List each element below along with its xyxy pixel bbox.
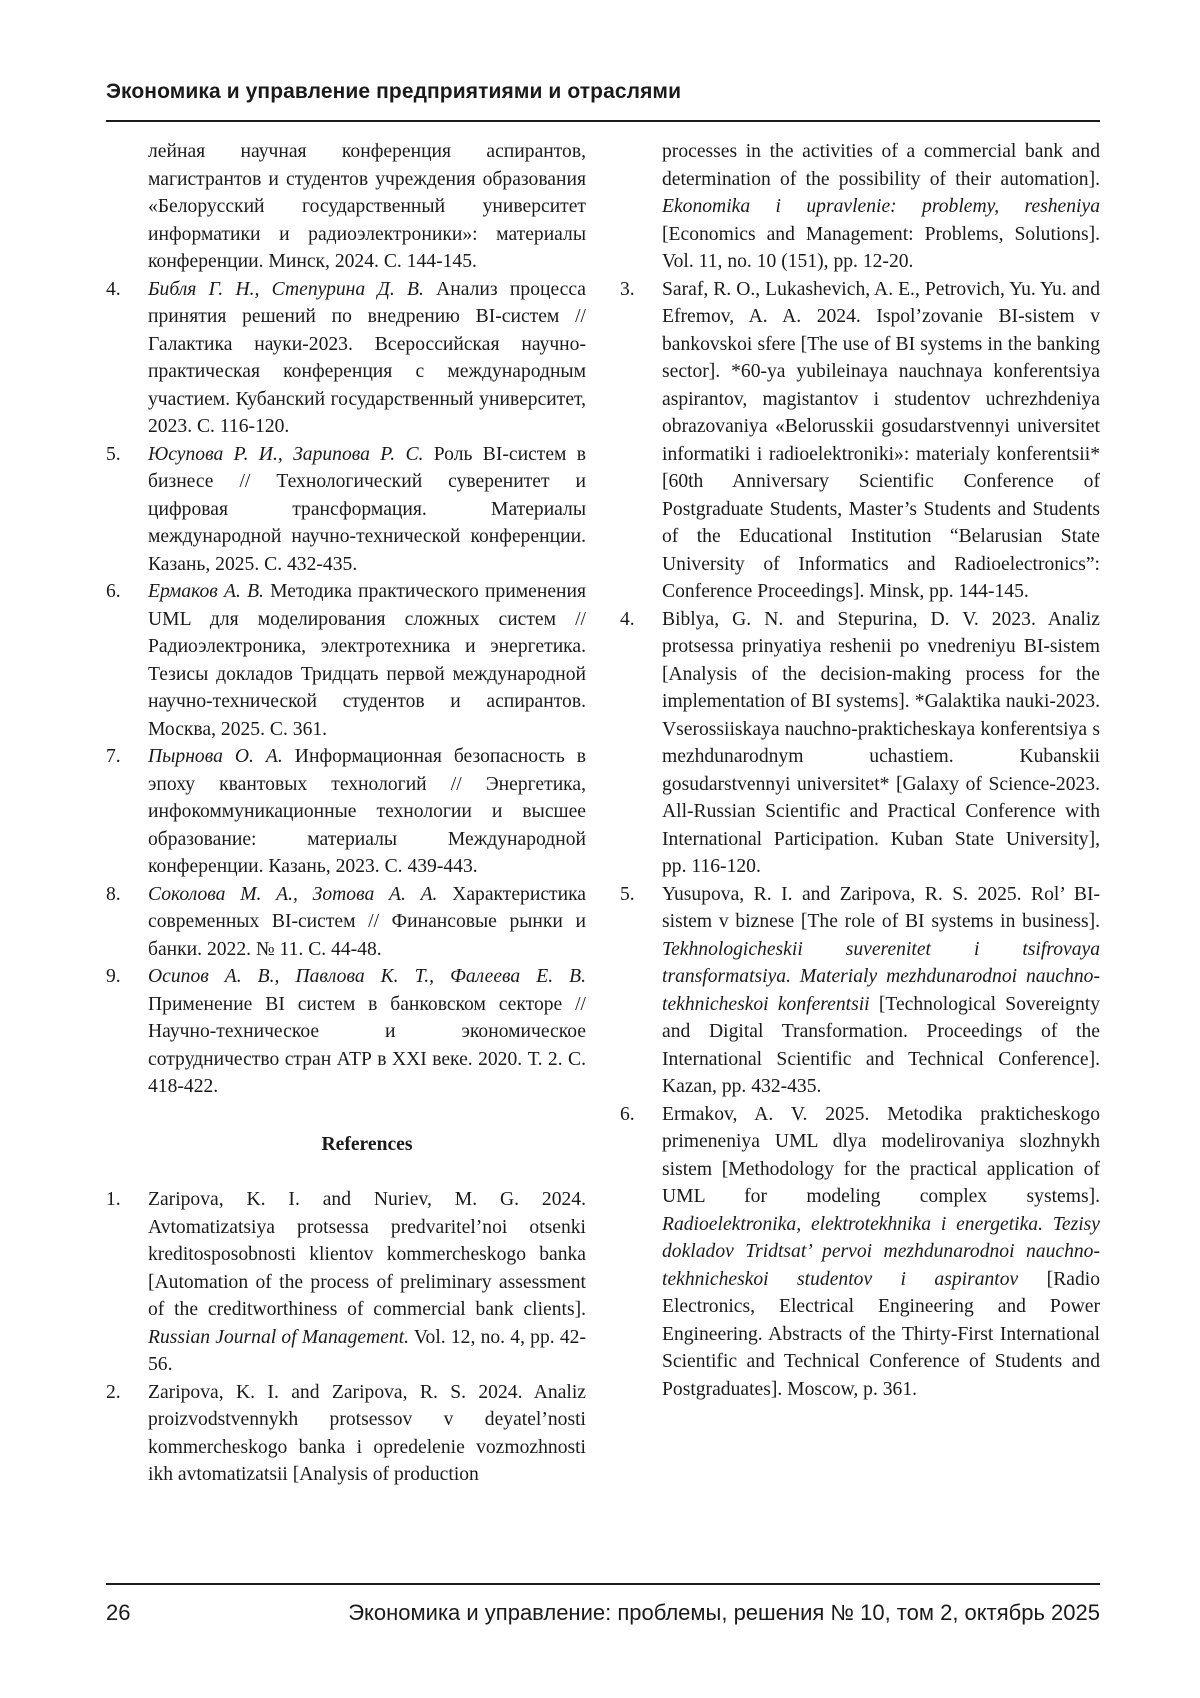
reference-source: Russian Journal of Management. bbox=[148, 1326, 410, 1348]
reference-text bbox=[148, 1379, 586, 1489]
reference-item bbox=[106, 963, 586, 1101]
reference-details: [Radio Electronics, Electrical Engineering and Power Engineering. Abstracts of the Thirty-First International Scientific and Technical Conference of Students and Postgraduates]. Moscow, p. 361. bbox=[662, 1268, 1100, 1400]
reference-authors: Ермаков А. В. bbox=[148, 581, 264, 602]
reference-details: Информационная безопасность в эпоху квантовых технологий // Энергетика, инфокоммуникационные технологии и высшее образование: материалы Международной конференции. Казань, 2023. С. 439-443. bbox=[148, 746, 586, 877]
reference-number: 9. bbox=[106, 966, 121, 987]
reference-authors: Осипов А. В., Павлова К. Т., Фалеева Е. В. bbox=[148, 966, 586, 987]
reference-source: Ekonomika i upravlenie: problemy, resheniya bbox=[662, 196, 1100, 217]
reference-item bbox=[106, 743, 586, 881]
reference-item bbox=[106, 1379, 586, 1489]
running-head: Экономика и управление предприятиями и отраслями bbox=[106, 80, 682, 103]
reference-details: Ermakov, A. V. 2025. Metodika prakticheskogo primeneniya UML dlya modelirovaniya slozhnykh sistem [Methodology for the practical application of UML for modeling complex systems]. bbox=[662, 1103, 1100, 1207]
reference-details: Saraf, R. O., Lukashevich, A. E., Petrovich, Yu. Yu. and Efremov, A. A. 2024. Ispol’zovanie BI-sistem v bankovskoi sfere [The use of BI systems in the banking sector]. *60-ya yubileinaya nauchnaya konferentsiya aspirantov, magistantov i studentov uchrezhdeniya obrazovaniya «Belorusskii gosudarstvennyi universitet informatiki i radioelektroniki»: materialy konferentsii* [60th Anniversary Scientific Conference of Postgraduate Students, Master’s Students and Students of the Educational Institution “Belarusian State University of Informatics and Radioelectronics”: Conference Proceedings]. Minsk, pp. 144-145. bbox=[662, 278, 1100, 602]
reference-number: 1. bbox=[106, 1189, 121, 1210]
journal-footer: Экономика и управление: проблемы, решения № 10, том 2, октябрь 2025 bbox=[348, 1600, 1100, 1625]
reference-number: 8. bbox=[106, 883, 121, 905]
reference-details: Zaripova, K. I. and Zaripova, R. S. 2024. Analiz proizvodstvennykh protsessov v deyatel’nosti kommercheskogo banka i opredelenie vozmozhnosti ikh avtomatizatsii [Analysis of production bbox=[148, 1381, 586, 1485]
reference-number: 6. bbox=[106, 581, 121, 602]
reference-item bbox=[106, 276, 586, 441]
reference-details: processes in the activities of a commercial bank and determination of the possibility of their automation]. bbox=[662, 141, 1100, 190]
reference-details: Методика практического применения UML для моделирования сложных систем // Радиоэлектроника, электротехника и энергетика. Тезисы докладов Тридцать первой международной научно-технической студентов и аспирантов. Москва, 2025. С. 361. bbox=[148, 581, 587, 740]
reference-details: Роль BI-систем в бизнесе // Технологический суверенитет и цифровая трансформация. Материалы международной научно-технической конференции. Казань, 2025. С. 432-435. bbox=[148, 443, 586, 575]
reference-number: 6. bbox=[620, 1103, 635, 1125]
reference-number: 2. bbox=[106, 1381, 121, 1403]
reference-item bbox=[620, 606, 1100, 881]
reference-number: 5. bbox=[620, 883, 635, 905]
reference-number: 7. bbox=[106, 746, 121, 767]
reference-continuation: лейная научная конференция аспирантов, магистрантов и студентов учреждения образования «Белорусский государственный университет информатики и радиоэлектроники»: материалы конференции. Минск, 2024. С. 144-145. bbox=[148, 141, 586, 272]
reference-item bbox=[106, 881, 586, 964]
right-column bbox=[620, 138, 1100, 1403]
reference-details: Характеристика современных BI-систем // Финансовые рынки и банки. 2022. № 11. С. 44-48. bbox=[148, 883, 586, 960]
reference-number: 3. bbox=[620, 278, 635, 300]
reference-number: 4. bbox=[106, 278, 121, 300]
reference-text bbox=[148, 743, 586, 881]
reference-number: 4. bbox=[620, 608, 635, 630]
reference-text bbox=[148, 881, 586, 964]
reference-authors: Соколова М. А., Зотова А. А. bbox=[148, 883, 438, 905]
left-column bbox=[106, 138, 586, 1489]
reference-text bbox=[662, 276, 1100, 606]
reference-source: Radioelektronika, elektrotekhnika i energetika. Tezisy dokladov Tridtsat’ pervoi mezhdunarodnoi nauchno-tekhnicheskoi studentov i aspirantov bbox=[662, 1213, 1100, 1290]
reference-text bbox=[662, 606, 1100, 881]
reference-text bbox=[148, 1186, 586, 1379]
reference-text bbox=[148, 276, 586, 441]
reference-item bbox=[620, 276, 1100, 606]
reference-item bbox=[106, 441, 586, 579]
reference-item bbox=[620, 1101, 1100, 1404]
reference-text bbox=[662, 881, 1100, 1101]
reference-details: Yusupova, R. I. and Zaripova, R. S. 2025. Rol’ BI-sistem v biznese [The role of BI systems in business]. bbox=[662, 883, 1100, 932]
reference-item bbox=[106, 1186, 586, 1379]
reference-authors: Пырнова О. А. bbox=[148, 746, 283, 767]
header-rule bbox=[106, 120, 1100, 122]
reference-authors: Библя Г. Н., Степурина Д. В. bbox=[148, 278, 424, 300]
footer-rule bbox=[106, 1583, 1100, 1585]
references-heading: References bbox=[321, 1133, 413, 1155]
reference-text bbox=[148, 578, 586, 743]
reference-item bbox=[620, 881, 1100, 1101]
reference-text bbox=[662, 1101, 1100, 1404]
reference-item bbox=[106, 578, 586, 743]
reference-number: 5. bbox=[106, 443, 121, 465]
page-number: 26 bbox=[106, 1600, 131, 1625]
reference-text bbox=[148, 963, 586, 1101]
reference-details: Анализ процесса принятия решений по внедрению BI-систем // Галактика науки-2023. Всероссийская научно-практическая конференция с международным участием. Кубанский государственный университет, 2023. С. 116-120. bbox=[148, 278, 586, 437]
reference-details: Biblya, G. N. and Stepurina, D. V. 2023. Analiz protsessa prinyatiya reshenii po vnedreniyu BI-sistem [Analysis of the decision-making process for the implementation of BI systems]. *Galaktika nauki-2023. Vserossiiskaya nauchno-prakticheskaya konferentsiya s mezhdunarodnym uchastiem. Kubanskii gosudarstvennyi universitet* [Galaxy of Science-2023. All-Russian Scientific and Practical Conference with International Participation. Kuban State University], pp. 116-120. bbox=[662, 608, 1100, 877]
reference-details: [Technological Sovereignty and Digital Transformation. Proceedings of the International Scientific and Technical Conference]. Kazan, pp. 432-435. bbox=[662, 993, 1100, 1097]
reference-details: [Economics and Management: Problems, Solutions]. Vol. 11, no. 10 (151), pp. 12-20. bbox=[662, 223, 1100, 272]
reference-text bbox=[148, 441, 586, 579]
reference-details: Применение BI систем в банковском секторе // Научно-техническое и экономическое сотрудничество стран АТР в XXI веке. 2020. Т. 2. С. 418-422. bbox=[148, 993, 586, 1097]
reference-details: Zaripova, K. I. and Nuriev, M. G. 2024. Avtomatizatsiya protsessa predvaritel’noi otsenki kreditosposobnosti klientov kommercheskogo banka [Automation of the process of preliminary assessment of the creditworthiness of commercial bank clients]. bbox=[148, 1189, 586, 1320]
reference-continuation bbox=[620, 138, 1100, 276]
reference-details: Vol. 12, no. 4, pp. 42-56. bbox=[148, 1326, 586, 1375]
reference-source: Tekhnologicheskii suverenitet i tsifrovaya transformatsiya. Materialy mezhdunarodnoi nauchno-tekhnicheskoi konferentsii bbox=[662, 938, 1100, 1015]
reference-authors: Юсупова Р. И., Зарипова Р. С. bbox=[148, 443, 424, 465]
